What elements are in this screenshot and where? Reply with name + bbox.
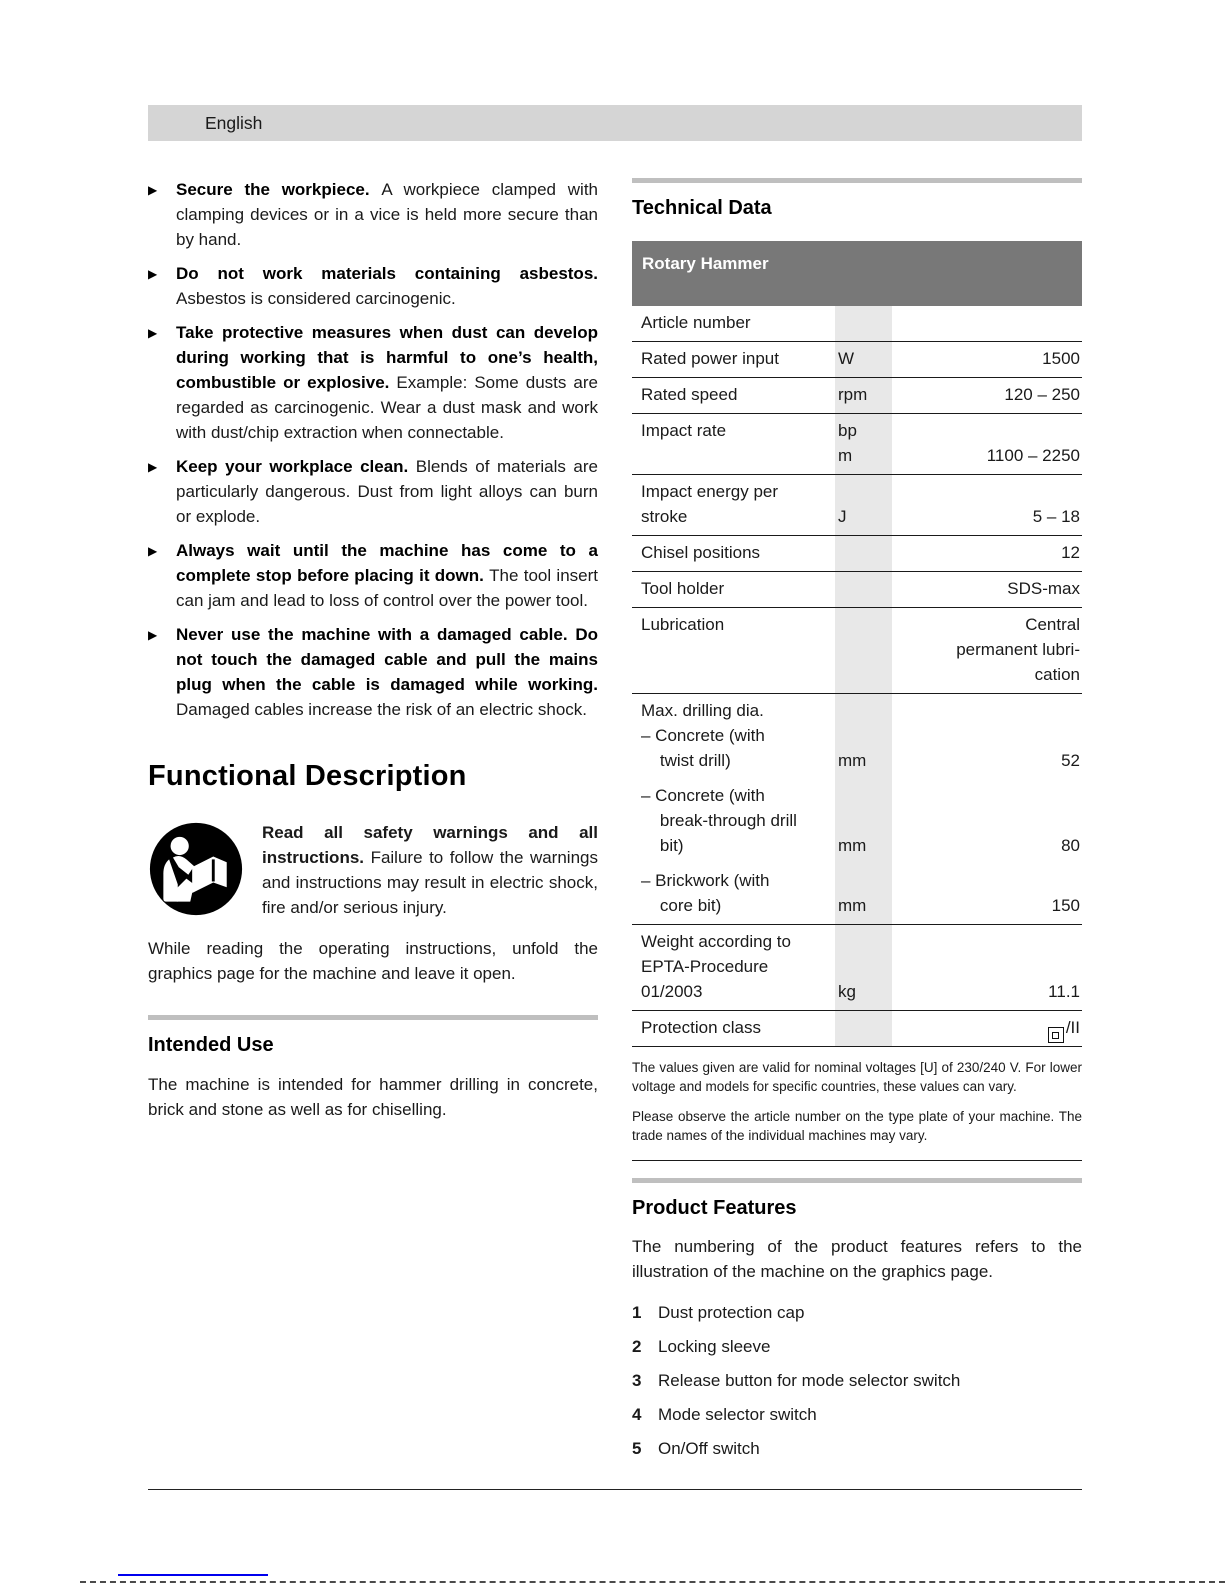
table-row [632,378,1082,414]
cell-label: Impact rate [641,421,727,441]
cell-value: 1500 [1042,349,1080,369]
safety-warning-text: Take protective measures when dust can develop during working that is harmful to one’s health, combustible or explosive. Example: Some dusts are regarded as carcinogenic. Wear a dust mask and work with dust/chip extraction when connectable. [176,322,598,442]
double-insulation-inner-square [1052,1032,1059,1039]
table-row [632,572,1082,608]
table-row-segment [632,475,1082,535]
cell-value: 120 – 250 [1004,385,1080,405]
functional-description-title: Functional Description [148,759,467,792]
cell-label: Protection class [641,1018,761,1038]
cell-unit: mm [835,694,892,779]
product-feature-number: 3 [632,1370,642,1390]
table-row-segment [632,572,1082,607]
product-features-intro: The numbering of the product features refers to the illustration of the machine on the graphics page. [632,1236,1082,1281]
cell-unit [835,536,892,571]
cell-label: Rated power input [641,349,779,369]
cell-label: Lubrication [641,615,725,635]
cell-label: – Brickwork (with core bit) [641,871,770,916]
read-manual-text [262,821,598,921]
safety-warning [148,623,598,723]
bullet-triangle-icon: ▶ [148,459,158,474]
product-features-list [632,1301,1082,1462]
safety-warning [148,455,598,530]
cell-value: 1100 – 2250 [986,446,1080,466]
product-feature-number: 2 [632,1336,642,1356]
bullet-triangle-icon: ▶ [148,266,158,281]
cell-label: Weight according to EPTA-Procedure 01/2003 [641,932,791,1002]
table-row [632,608,1082,694]
read-manual-block [148,821,598,921]
table-row [632,1011,1082,1047]
table-row-segment [632,864,1082,924]
cell-value: 52 [1061,751,1080,771]
table-row-segment [632,536,1082,571]
double-insulation-icon [1048,1027,1064,1043]
product-feature-label: Dust protection cap [658,1302,805,1322]
language-label: English [205,112,263,133]
product-feature-number: 1 [632,1302,642,1322]
product-feature-item [632,1437,1082,1462]
product-feature-item [632,1335,1082,1360]
page-columns [148,178,1082,1471]
bullet-triangle-icon: ▶ [148,543,158,558]
cell-unit: mm [835,864,892,924]
safety-warning-list [148,178,598,723]
intended-use-text: The machine is intended for hammer drilling in concrete, brick and stone as well as for chiselling. [148,1074,598,1119]
product-feature-item [632,1369,1082,1394]
cell-label: Article number [641,313,751,333]
read-manual-lead: Read all safety warnings and all instructions. [262,823,598,868]
cell-unit [835,572,892,607]
cell-value: 80 [1061,836,1080,856]
table-row-segment [632,342,1082,377]
table-row-segment [632,694,1082,779]
cell-unit: J [835,475,892,535]
bullet-triangle-icon: ▶ [148,183,158,197]
functional-description-paragraph: While reading the operating instructions, unfold the graphics page for the machine and leave it open. [148,939,598,984]
cell-label: Rated speed [641,385,738,405]
product-feature-item [632,1403,1082,1428]
read-manual-body: Failure to follow the warnings and instructions may result in electric shock, fire and/or serious injury. [262,848,598,918]
cell-label: Chisel positions [641,543,761,563]
cell-label: Max. drilling dia. – Concrete (with twist drill) [641,701,765,771]
cell-label: – Concrete (with break-through drill bit) [641,786,797,856]
bullet-triangle-icon: ▶ [148,325,158,340]
cell-value: 12 [1061,543,1080,563]
product-feature-label: On/Off switch [658,1438,760,1458]
table-row [632,925,1082,1011]
page-bottom-rule [148,1489,1082,1490]
cell-unit: W [835,342,892,377]
product-feature-label: Locking sleeve [658,1336,771,1356]
table-row [632,536,1082,572]
table-header-rotary-hammer: Rotary Hammer [632,241,1082,306]
table-row-segment [632,608,1082,693]
cell-unit: kg [835,925,892,1010]
table-row [632,475,1082,536]
table-row-segment [632,414,1082,474]
product-feature-number: 5 [632,1438,642,1458]
intended-use-rule [148,1015,598,1020]
cell-value: 11.1 [1048,982,1080,1002]
table-row-segment [632,1011,1082,1046]
table-row [632,694,1082,925]
read-manual-icon [148,821,244,917]
safety-warning [148,321,598,446]
cell-unit [835,608,892,693]
footnotes [632,1059,1082,1146]
table-footnote: The values given are valid for nominal voltages [U] of 230/240 V. For lower voltage and models for specific countries, these values can vary. [632,1060,1082,1094]
technical-data-title: Technical Data [632,197,772,219]
safety-warning [148,539,598,614]
table-row-segment [632,306,1082,341]
table-row-segment [632,779,1082,864]
safety-warning-text: Do not work materials containing asbestos. Asbestos is considered carcinogenic. [176,263,598,308]
table-row [632,414,1082,475]
safety-warning-text: Always wait until the machine has come to a complete stop before placing it down. The tool insert can jam and lead to loss of control over the power tool. [176,540,598,610]
table-row-segment [632,378,1082,413]
cell-value: Central permanent lubri- cation [956,615,1080,685]
footnote-rule [632,1160,1082,1161]
cell-unit [835,1011,892,1046]
safety-warning-text: Keep your workplace clean. Blends of materials are particularly dangerous. Dust from light alloys can burn or explode. [176,456,598,526]
cell-value [892,306,1082,341]
footer-link-line [118,1574,268,1576]
technical-data-rule [632,178,1082,183]
technical-data-table [632,241,1082,1047]
table-row-segment [632,925,1082,1010]
cell-value: SDS-max [1007,579,1080,599]
cell-value: 150 [1051,896,1080,916]
table-row [632,342,1082,378]
intended-use-title: Intended Use [148,1034,274,1057]
cell-unit: bp m [835,414,892,474]
safety-warning-text: Never use the machine with a damaged cable. Do not touch the damaged cable and pull the mains plug when the cable is damaged while working. Damaged cables increase the risk of an electric shock. [176,624,598,719]
table-row [632,306,1082,342]
cell-unit [835,306,892,341]
safety-warning-text: Secure the workpiece. A workpiece clamped with clamping devices or in a vice is held more secure than by hand. [176,180,598,249]
product-feature-number: 4 [632,1404,642,1424]
table-footnote: Please observe the article number on the type plate of your machine. The trade names of the individual machines may vary. [632,1109,1082,1143]
language-header-bar [148,105,1082,141]
product-features-rule [632,1178,1082,1183]
cell-label: Tool holder [641,579,725,599]
page-crop-dashes [80,1581,1225,1583]
safety-warning [148,178,598,253]
safety-warning [148,262,598,312]
table-body [632,306,1082,1047]
product-feature-label: Mode selector switch [658,1404,817,1424]
cell-unit: rpm [835,378,892,413]
cell-unit: mm [835,779,892,864]
product-feature-item [632,1301,1082,1326]
product-features-title: Product Features [632,1196,797,1219]
right-column [632,178,1082,1471]
product-feature-label: Release button for mode selector switch [658,1370,961,1390]
bullet-triangle-icon: ▶ [148,627,158,642]
cell-value: 5 – 18 [1032,507,1080,527]
cell-value: /II [892,1011,1082,1046]
cell-label: Impact energy per stroke [641,482,779,527]
left-column [148,178,598,1471]
